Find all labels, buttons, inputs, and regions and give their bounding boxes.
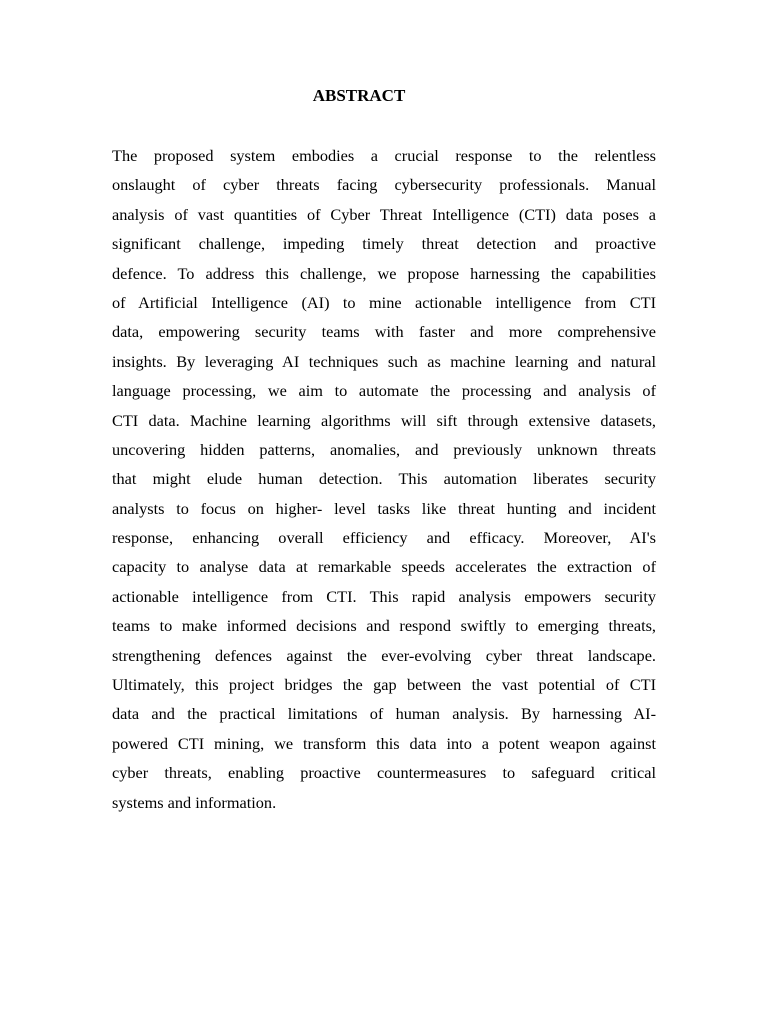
- abstract-line: language processing, we aim to automate the processing and analysis of: [112, 381, 656, 401]
- abstract-line: insights. By leveraging AI techniques such as machine learning and natural: [112, 351, 656, 371]
- abstract-line: onslaught of cyber threats facing cybersecurity professionals. Manual: [112, 175, 656, 195]
- abstract-line: analysts to focus on higher- level tasks like threat hunting and incident: [112, 498, 656, 518]
- abstract-line: Ultimately, this project bridges the gap between the vast potential of CTI: [112, 675, 656, 695]
- abstract-line: response, enhancing overall efficiency and efficacy. Moreover, AI's: [112, 528, 656, 548]
- abstract-line: cyber threats, enabling proactive countermeasures to safeguard critical: [112, 763, 656, 783]
- abstract-line: analysis of vast quantities of Cyber Threat Intelligence (CTI) data poses a: [112, 204, 656, 224]
- abstract-line: systems and information.: [112, 792, 277, 812]
- abstract-line: uncovering hidden patterns, anomalies, and previously unknown threats: [112, 439, 656, 459]
- abstract-line: CTI data. Machine learning algorithms will sift through extensive datasets,: [112, 410, 656, 430]
- abstract-line: capacity to analyse data at remarkable speeds accelerates the extraction of: [112, 557, 656, 577]
- abstract-line: significant challenge, impeding timely threat detection and proactive: [112, 234, 656, 254]
- abstract-line: actionable intelligence from CTI. This rapid analysis empowers security: [112, 586, 656, 606]
- abstract-line: data, empowering security teams with faster and more comprehensive: [112, 322, 656, 342]
- abstract-line: strengthening defences against the ever-evolving cyber threat landscape.: [112, 645, 656, 665]
- abstract-line: powered CTI mining, we transform this data into a potent weapon against: [112, 733, 656, 753]
- abstract-line: that might elude human detection. This automation liberates security: [112, 469, 656, 489]
- abstract-line: of Artificial Intelligence (AI) to mine actionable intelligence from CTI: [112, 292, 656, 312]
- abstract-body: [112, 141, 656, 817]
- abstract-line: defence. To address this challenge, we propose harnessing the capabilities: [112, 263, 656, 283]
- abstract-line: data and the practical limitations of human analysis. By harnessing AI-: [112, 704, 656, 724]
- abstract-line: teams to make informed decisions and respond swiftly to emerging threats,: [112, 616, 656, 636]
- abstract-heading: ABSTRACT: [312, 86, 406, 105]
- abstract-line: The proposed system embodies a crucial response to the relentless: [112, 146, 656, 165]
